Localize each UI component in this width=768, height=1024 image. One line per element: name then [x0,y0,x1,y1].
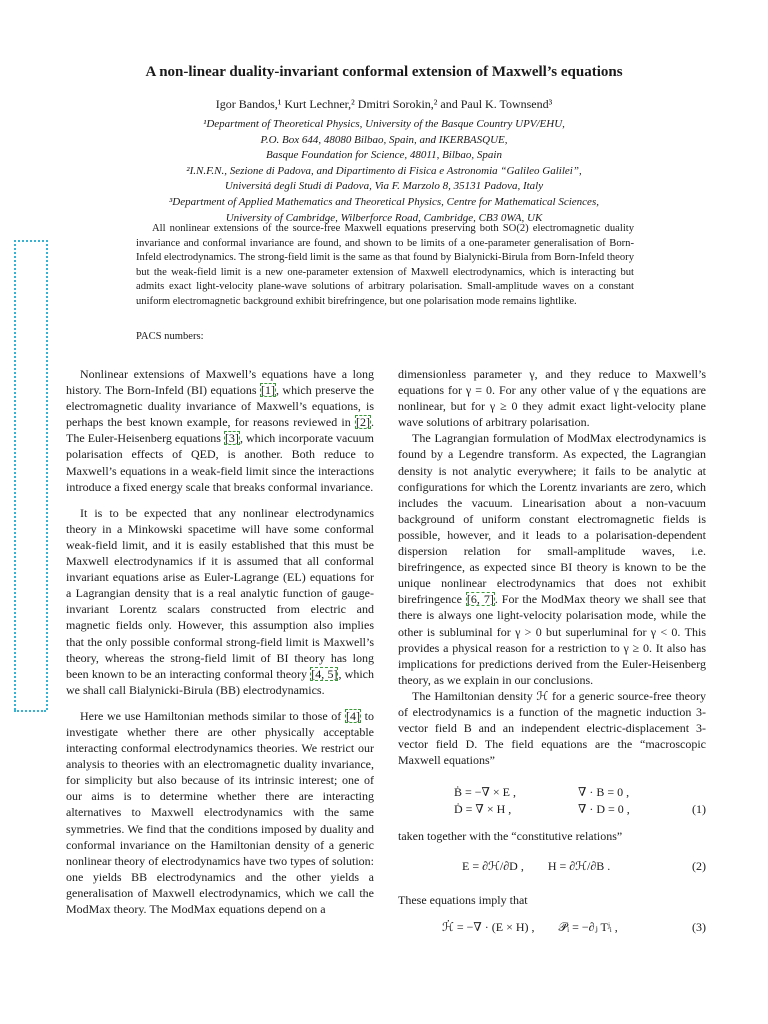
margin-annotation-box [14,240,48,710]
paragraph: It is to be expected that any nonlinear electrodynamics theory in a Minkowski spacetime will have some conformal weak-field limit, and it is easily established that this must be Maxwell electrodynamics if it is assumed that all conformal invariant equations arise as Euler-Lagrange (EL) equations for a Lagrangian density that is a real analytic function of gauge-invariant Lorentz scalars constructed from electric and magnetic fields only. However, this assumption also implies that the only possible conformal strong-field limit is Maxwell’s theory, whereas the strong-field limit of BI theory has long been known to be an interacting conformal theory [4, 5], which we shall call Bialynicki-Birula (BB) electrodynamics. [66,505,374,697]
paragraph: The Lagrangian formulation of ModMax electrodynamics is found by a Legendre transform. As expected, the Lagrangian density is not analytic everywhere; it fails to be analytic at configurations for which the Lorentz invariants are zero, which includes the vacuum. Linearisation about a non-vacuum background of uniform constant electromagnetic fields is possible, however, and it leads to a polarisation-dependent dispersion relation for small-amplitude waves, i.e. birefringence, as expected since BI theory is known to be the unique nonlinear electrodynamics that does not exhibit birefringence [6, 7]. For the ModMax theory we shall see that there is always one light-velocity polarisation mode, while the other is subluminal for γ > 0 but superluminal for γ < 0. This provides a physical reason for a restriction to γ ≥ 0. It also has implications for predictions derived from the Euler-Heisenberg theory, as we explain in our conclusions. [398,431,706,687]
paragraph: Nonlinear extensions of Maxwell’s equations have a long history. The Born-Infeld (BI) equations [1], which preserve the electromagnetic duality invariance of Maxwell’s equations, is perhaps the best known example, for reasons reviewed in [2]. The Euler-Heisenberg equations [3], which incorporate vacuum polarisation effects of QED, is another. Both reduce to Maxwell’s equations in a weak-field limit since the interactions introduce a fixed energy scale that breaks conformal invariance. [66,367,374,494]
right-column [398,366,706,937]
paper-title: A non-linear duality-invariant conformal extension of Maxwell’s equations [145,64,623,80]
equation-1 [398,784,706,818]
equation-number: (2) [692,859,706,874]
equation-2 [398,858,706,876]
paragraph: The Hamiltonian density ℋ for a generic source-free theory of electrodynamics is a function of the magnetic induction 3-vector field B and an independent electric-displacement 3-vector field D. The field equations are the “macroscopic Maxwell equations” [398,688,706,768]
equation-3 [398,919,706,937]
abstract: All nonlinear extensions of the source-free Maxwell equations preserving both SO(2) electromagnetic duality invariance and conformal invariance are found, and shown to be limits of a one-parameter generalisation of Born-Infeld electrodynamics. The strong-field limit is the same as that found by Bialynicki-Birula from Born-Infeld theory but the weak-field limit is a new one-parameter extension of Maxwell electrodynamics, which is interacting but admits exact light-velocity plane-wave solutions of arbitrary polarisation. Small-amplitude waves on a constant uniform electromagnetic background exhibit birefringence, but one polarisation mode remains lightlike. [136,223,634,307]
left-column [66,366,374,927]
affiliation-line: Basque Foundation for Science, 48011, Bilbao, Spain [266,149,502,162]
affiliation-line: ¹Department of Theoretical Physics, University of the Basque Country UPV/EHU, [203,118,565,130]
affiliations [100,117,668,226]
citation-link[interactable]: [3] [224,431,239,446]
margin-annotation-dots [14,706,46,712]
affiliation-line: University of Cambridge, Wilberforce Road, Cambridge, CB3 0WA, UK [225,211,543,224]
paragraph: Here we use Hamiltonian methods similar to those of [4] to investigate whether there are other physically acceptable interacting conformal electrodynamics theories. We restrict our analysis to theories with an electromagnetic duality invariance, for simplicity but also because of its intrinsic interest; one of our aims is to determine whether there are interacting alternatives to Maxwell electrodynamics with the same symmetries. We find that the conditions imposed by duality and conformal invariance on the Hamiltonian density of a generic nonlinear theory of electrodynamics have two types of solution: one yields BB electrodynamics and the other yields a generalisation of Maxwell electrodynamics, which we call the ModMax theory. The ModMax equations depend on a [66,708,374,916]
citation-link[interactable]: [4] [345,708,360,723]
citation-link[interactable]: [6, 7] [466,592,494,607]
equation-text: E = ∂ℋ/∂D , H = ∂ℋ/∂B . [462,859,611,874]
paragraph: dimensionless parameter γ, and they reduce to Maxwell’s equations for γ = 0. For any other value of γ the equations are nonlinear, but for γ ≥ 0 they admit exact light-velocity plane wave solutions of arbitrary polarisation. [398,367,706,430]
citation-link[interactable]: [1] [260,383,275,398]
affiliation-line: P.O. Box 644, 48080 Bilbao, Spain, and IKERBASQUE, [260,133,508,146]
citation-link[interactable]: [4, 5] [311,666,338,681]
affiliation-line: ³Department of Applied Mathematics and Theoretical Physics, Centre for Mathematical Sciences, [169,195,599,208]
equation-text: Ḃ = −∇ × E , [454,785,517,800]
paragraph: taken together with the “constitutive relations” [398,829,623,844]
pacs-numbers: PACS numbers: [136,331,204,342]
equation-text: Ḋ = ∇ × H , [454,802,512,817]
equation-text: ∇ · D = 0 , [578,802,630,817]
equation-number: (3) [692,919,706,934]
equation-text: ℋ̇ = −∇ · (E × H) , 𝒫̇ᵢ = −∂ⱼ Tʲᵢ , [442,919,618,934]
paragraph: These equations imply that [398,893,528,908]
equation-text: ∇ · B = 0 , [578,785,630,800]
author-list: Igor Bandos,¹ Kurt Lechner,² Dmitri Sorokin,² and Paul K. Townsend³ [215,97,553,111]
affiliation-line: ²I.N.F.N., Sezione di Padova, and Dipartimento di Fisica e Astronomia “Galileo Galilei”, [186,164,582,177]
citation-link[interactable]: [2] [356,415,370,430]
affiliation-line: Universitá degli Studi di Padova, Via F. Marzolo 8, 35131 Padova, Italy [224,180,544,193]
equation-number: (1) [692,802,706,817]
